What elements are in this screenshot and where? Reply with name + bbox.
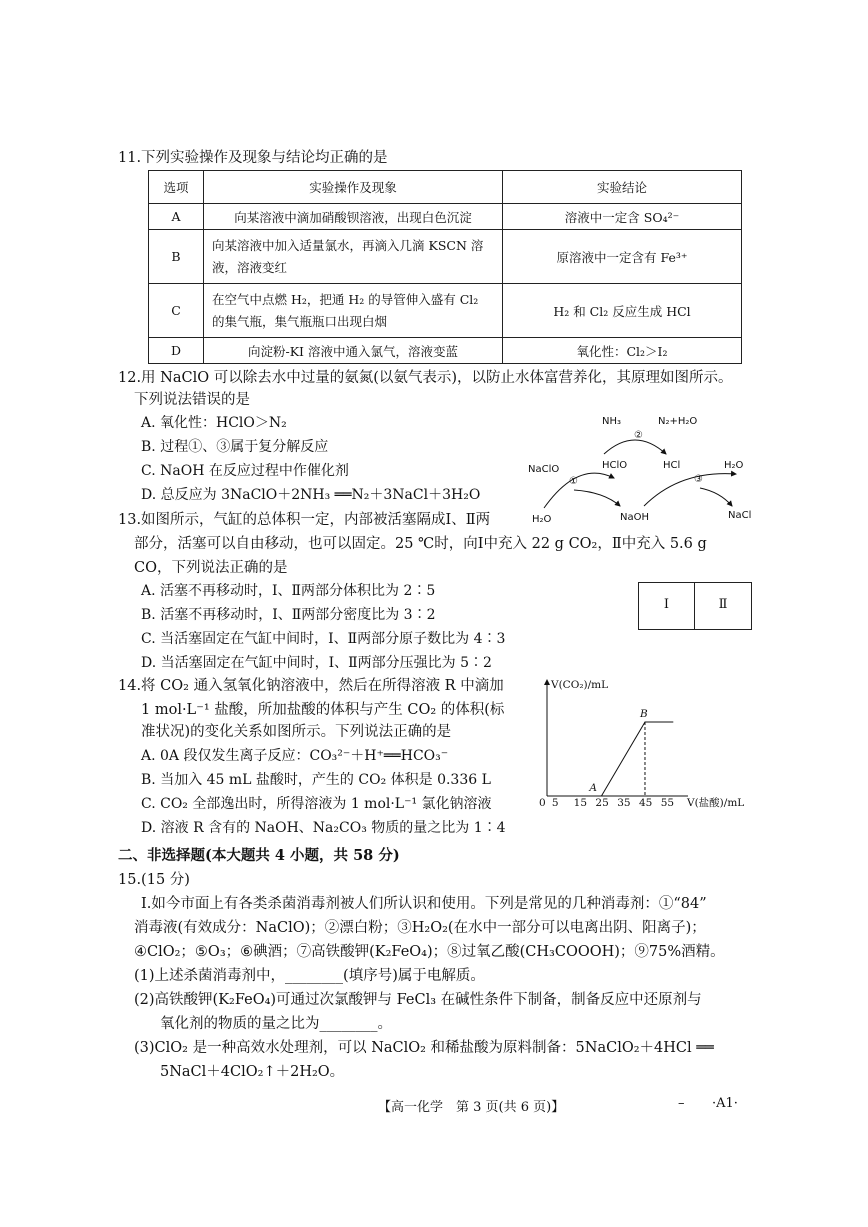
row-operation: 向某溶液中加入适量氯水，再滴入几滴 KSCN 溶液，溶液变红 [204,230,503,284]
x-tick-label: 45 [638,797,653,809]
q11-stem: 11.下列实验操作及现象与结论均正确的是 [118,150,388,166]
arrow-to-naoh [574,490,620,506]
q15-sub-1: (1)上述杀菌消毒剂中，________(填序号)属于电解质。 [134,968,485,984]
x-tick-label: 55 [660,797,675,809]
row-option: D [149,338,204,364]
label-h2o-right: H₂O [724,460,744,471]
graph-marks [588,708,673,796]
point-label-b: B [639,708,648,720]
q15-para-3: ④ClO₂；⑤O₃；⑥碘酒；⑦高铁酸钾(K₂FeO₄)；⑧过氧乙酸(CH₃COOOH)；⑨75%酒精。 [134,944,725,960]
q15-sub-2a: (2)高铁酸钾(K₂FeO₄)可通过次氯酸钾与 FeCl₃ 在碱性条件下制备，制备反应中还原剂与 [134,992,702,1008]
arrow-step-3 [644,474,736,506]
q13-option-b: B. 活塞不再移动时，Ⅰ、Ⅱ两部分密度比为 3∶2 [141,607,436,623]
q14-graph [530,674,758,812]
label-n2-h2o: N₂+H₂O [658,416,698,427]
q12-option-d: D. 总反应为 3NaClO＋2NH₃ ══N₂＋3NaCl＋3H₂O [141,487,481,503]
co2-volume-line [601,722,673,796]
label-h2o-left: H₂O [532,514,552,525]
q15-sub-3a: (3)ClO₂ 是一种高效水处理剂，可以 NaClO₂ 和稀盐酸为原料制备：5NaClO₂＋4HCl ══ [134,1040,714,1056]
row-operation: 向某溶液中滴加硝酸钡溶液，出现白色沉淀 [204,204,503,230]
q14-option-b: B. 当加入 45 mL 盐酸时，产生的 CO₂ 体积是 0.336 L [141,772,491,788]
label-nacl: NaCl [728,510,752,521]
header-operation: 实验操作及现象 [204,171,503,204]
table-row [149,204,742,230]
header-conclusion: 实验结论 [503,171,742,204]
section-2-heading: 二、非选择题(本大题共 4 小题，共 58 分) [118,847,400,864]
q13-stem-2: 部分，活塞可以自由移动，也可以固定。25 ℃时，向Ⅰ中充入 22 g CO₂，Ⅱ中充入 5.6 g [134,536,707,552]
page-footer: 【高一化学 第 3 页(共 6 页)】 [378,1100,565,1115]
row-option: C [149,284,204,338]
x-tick-label: 25 [595,797,609,809]
row-conclusion: 原溶液中一定含有 Fe³⁺ [503,230,742,284]
q15-para-1: Ⅰ.如今市面上有各类杀菌消毒剂被人们所认识和使用。下列是常见的几种消毒剂：①“84” [141,896,707,912]
label-naclo: NaClO [528,464,560,475]
header-option: 选项 [149,171,204,204]
label-hclo: HClO [602,460,628,471]
q13-option-a: A. 活塞不再移动时，Ⅰ、Ⅱ两部分体积比为 2∶5 [141,583,436,599]
q14-stem-3: 准状况)的变化关系如图所示。下列说法正确的是 [141,724,452,740]
q15-para-2: 消毒液(有效成分：NaClO)；②漂白粉；③H₂O₂(在水中一部分可以电离出阴、阳离子)； [134,920,706,936]
footer-code: ·A1· [712,1096,738,1111]
cylinder-part-2: Ⅱ [718,597,728,612]
y-axis-label: V(CO₂)/mL [551,679,609,691]
cylinder-part-1: Ⅰ [663,597,670,612]
q11-table [148,170,742,364]
q12-option-b: B. 过程①、③属于复分解反应 [141,439,329,455]
arrow-step-2 [604,440,666,454]
q12-stem-2: 下列说法错误的是 [134,392,250,408]
q15-head: 15.(15 分) [118,872,190,888]
label-nh3: NH₃ [602,416,622,427]
q13-stem-3: CO，下列说法正确的是 [134,560,288,576]
q14-stem-2: 1 mol·L⁻¹ 盐酸，所加盐酸的体积与产生 CO₂ 的体积(标 [141,702,505,718]
q12-option-a: A. 氧化性：HClO＞N₂ [141,415,287,431]
footer-mark: – [678,1096,685,1111]
x-tick-label: 0 [539,797,546,809]
x-tick-label: 15 [573,797,588,809]
x-axis-label: V(盐酸)/mL [687,797,745,809]
row-option: A [149,204,204,230]
label-hcl: HCl [663,460,681,471]
table-row [149,230,742,284]
table-header-row [149,171,742,204]
row-conclusion: 溶液中一定含 SO₄²⁻ [503,204,742,230]
q14-option-a: A. 0A 段仅发生离子反应：CO₃²⁻＋H⁺══HCO₃⁻ [141,748,449,764]
row-operation: 在空气中点燃 H₂，把通 H₂ 的导管伸入盛有 Cl₂ 的集气瓶，集气瓶瓶口出现白烟 [204,284,503,338]
q13-option-d: D. 当活塞固定在气缸中间时，Ⅰ、Ⅱ两部分压强比为 5∶2 [141,655,492,671]
label-naoh: NaOH [620,512,649,523]
q13-stem-1: 13.如图所示，气缸的总体积一定，内部被活塞隔成Ⅰ、Ⅱ两 [118,512,491,528]
q12-reaction-diagram [520,408,760,526]
x-tick-label: 35 [617,797,631,809]
cylinder-box [638,582,752,630]
q12-stem: 12.用 NaClO 可以除去水中过量的氨氮(以氨气表示)，以防止水体富营养化，其原理如图所示。 [118,370,733,386]
row-operation: 向淀粉-KI 溶液中通入氯气，溶液变蓝 [204,338,503,364]
label-step-1: ① [569,476,578,487]
row-conclusion: 氧化性：Cl₂＞I₂ [503,338,742,364]
x-tick-label: 5 [551,797,559,809]
q15-sub-3b: 5NaCl＋4ClO₂↑＋2H₂O。 [160,1064,345,1080]
q14-stem-1: 14.将 CO₂ 通入氢氧化钠溶液中，然后在所得溶液 R 中滴加 [118,678,504,694]
q12-option-c: C. NaOH 在反应过程中作催化剂 [141,463,349,479]
table-row [149,284,742,338]
x-tick-labels [539,797,674,809]
label-step-3: ③ [694,474,703,485]
q15-sub-2b: 氧化剂的物质的量之比为________。 [160,1016,392,1032]
point-label-a: A [589,782,598,794]
q14-option-c: C. CO₂ 全部逸出时，所得溶液为 1 mol·L⁻¹ 氯化钠溶液 [141,796,492,812]
q13-option-c: C. 当活塞固定在气缸中间时，Ⅰ、Ⅱ两部分原子数比为 4∶3 [141,631,506,647]
arrow-to-nacl [700,488,732,506]
row-conclusion: H₂ 和 Cl₂ 反应生成 HCl [503,284,742,338]
label-step-2: ② [634,430,643,441]
table-row [149,338,742,364]
row-option: B [149,230,204,284]
q14-option-d: D. 溶液 R 含有的 NaOH、Na₂CO₃ 物质的量之比为 1∶4 [141,820,506,836]
